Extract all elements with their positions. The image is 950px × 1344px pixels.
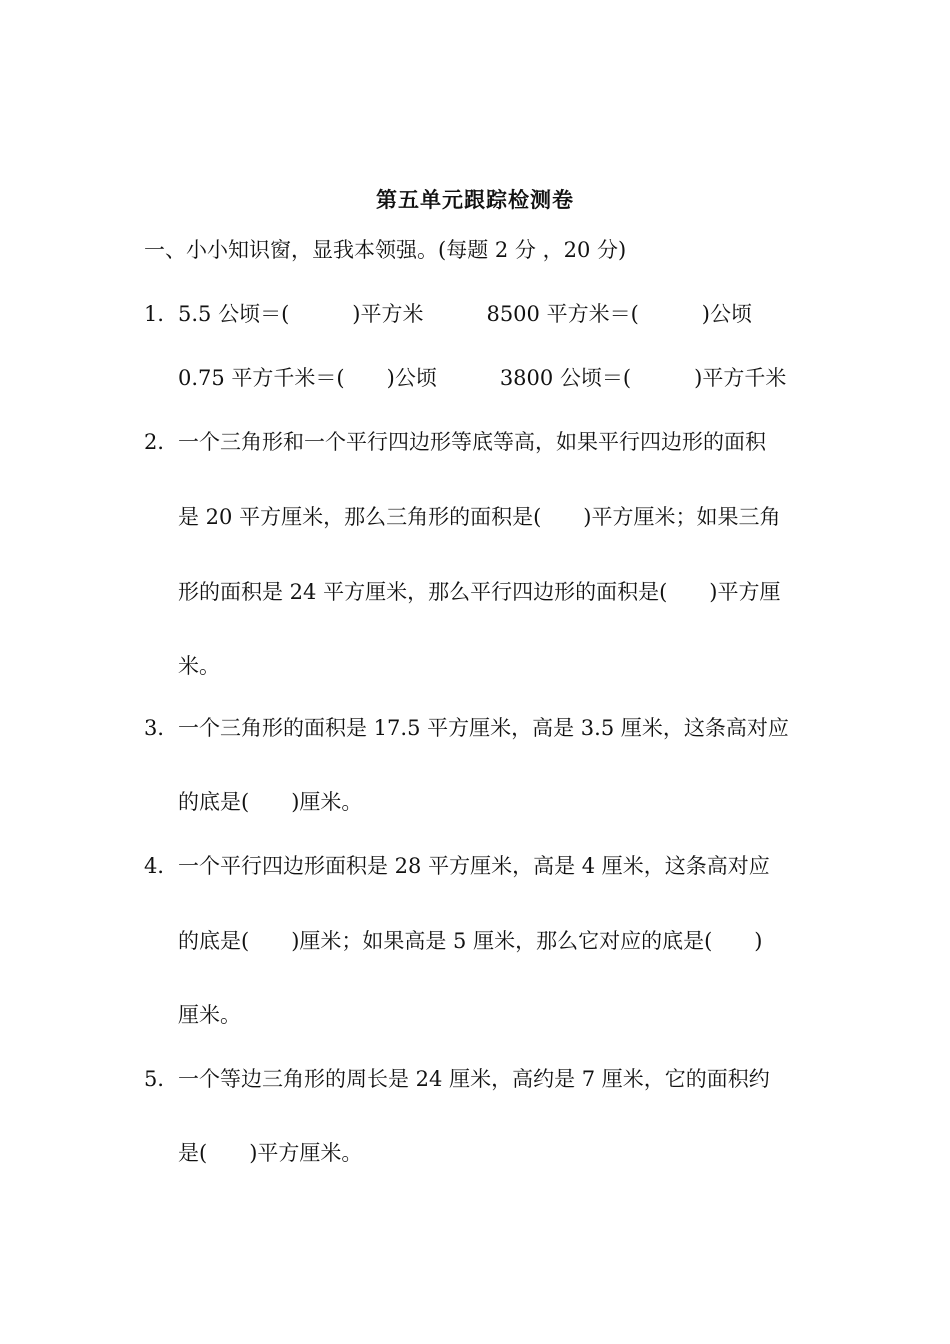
question-number: 5． — [144, 1067, 179, 1091]
question-line: 5.5 公顷＝( )平方米 8500 平方米＝( )公顷 — [178, 302, 752, 326]
page-title: 第五单元跟踪检测卷 — [376, 187, 574, 212]
question-line: 一个三角形的面积是 17.5 平方厘米，高是 3.5 厘米，这条高对应 — [178, 716, 789, 740]
question-number: 4． — [144, 854, 179, 878]
question-line: 的底是( )厘米。 — [178, 790, 363, 814]
question-line: 一个三角形和一个平行四边形等底等高，如果平行四边形的面积 — [178, 430, 766, 454]
question-number: 1． — [144, 302, 179, 326]
question-line: 0.75 平方千米＝( )公顷 3800 公顷＝( )平方千米 — [178, 366, 787, 390]
question-line: 一个平行四边形面积是 28 平方厘米，高是 4 厘米，这条高对应 — [178, 854, 770, 878]
question-number: 3． — [144, 716, 179, 740]
question-line: 形的面积是 24 平方厘米，那么平行四边形的面积是( )平方厘 — [178, 580, 781, 604]
question-line: 是 20 平方厘米，那么三角形的面积是( )平方厘米；如果三角 — [178, 505, 781, 529]
section-heading: 一、小小知识窗，显我本领强。(每题 2 分 ，20 分) — [144, 238, 627, 262]
question-line: 一个等边三角形的周长是 24 厘米，高约是 7 厘米，它的面积约 — [178, 1067, 770, 1091]
question-line: 米。 — [178, 654, 220, 678]
question-line: 是( )平方厘米。 — [178, 1141, 363, 1165]
question-line: 厘米。 — [178, 1003, 241, 1027]
question-line: 的底是( )厘米；如果高是 5 厘米，那么它对应的底是( ) — [178, 929, 763, 953]
question-number: 2． — [144, 430, 179, 454]
